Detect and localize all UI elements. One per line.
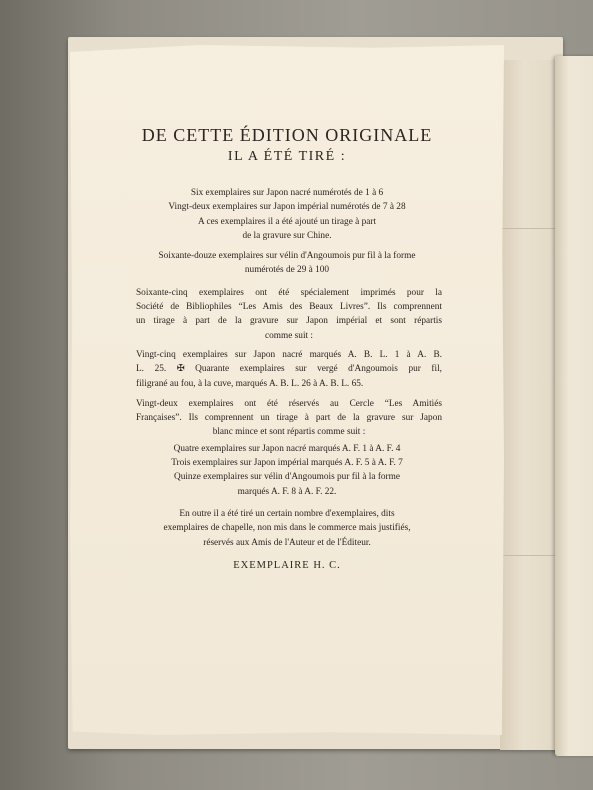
- paragraph-velin: [70, 249, 504, 278]
- paragraph-amis-beaux-livres: [70, 286, 504, 343]
- text-line: Six exemplaires sur Japon nacré numérotés de 1 à 6: [190, 188, 384, 198]
- text-line: réservés aux Amis de l'Auteur et de l'Éditeur.: [203, 537, 371, 548]
- text-line: Françaises”. Ils comprennent un tirage à part de la gravure sur Japon: [136, 413, 442, 424]
- text-line: Soixante-cinq exemplaires ont été spécialement imprimés pour la: [136, 287, 442, 298]
- text-line: Soixante-douze exemplaires sur vélin d'Angoumois pur fil à la forme: [158, 251, 416, 262]
- paragraph-japon: [70, 186, 504, 243]
- copy-designation: EXEMPLAIRE H. C.: [233, 559, 341, 571]
- text-line: filigrané au fou, à la cuve, marqués A. B. L. 26 à A. B. L. 65.: [136, 378, 364, 389]
- adjacent-sheet: [555, 56, 593, 756]
- text-line: Quinze exemplaires sur vélin d'Angoumois pur fil à la forme: [173, 472, 401, 483]
- text-line: A ces exemplaires il a été ajouté un tirage à part: [197, 216, 377, 227]
- paragraph-chapelle: [70, 507, 504, 550]
- text-line: L. 25. ✠ Quarante exemplaires sur vergé d'Angoumois pur fil,: [136, 364, 442, 375]
- folder-flap: [500, 60, 560, 750]
- text-line: exemplaires de chapelle, non mis dans le commerce mais justifiés,: [163, 523, 411, 534]
- text-line: Vingt-deux exemplaires sur Japon impérial numérotés de 7 à 28: [168, 202, 406, 213]
- text-line: Trois exemplaires sur Japon impérial marqués A. F. 5 à A. F. 7: [171, 458, 403, 469]
- paragraph-amities-francaises: [70, 397, 504, 440]
- text-line: En outre il a été tiré un certain nombre d'exemplaires, dits: [179, 508, 395, 519]
- page-subtitle: IL A ÉTÉ TIRÉ :: [227, 149, 347, 164]
- text-line: un tirage à part de la gravure sur Japon impérial et sont répartis: [136, 316, 442, 327]
- text-line: marqués A. F. 8 à A. F. 22.: [237, 486, 337, 497]
- justification-text: [70, 124, 504, 571]
- page-title: DE CETTE ÉDITION ORIGINALE: [141, 125, 433, 145]
- text-line: Société de Bibliophiles “Les Amis des Beaux Livres”. Ils comprennent: [136, 302, 442, 313]
- text-line: de la gravure sur Chine.: [242, 230, 332, 241]
- paragraph-abl-distribution: [70, 348, 504, 391]
- text-line: numérotés de 29 à 100: [244, 265, 330, 276]
- text-line: Vingt-deux exemplaires ont été réservés au Cercle “Les Amitiés: [136, 398, 442, 409]
- text-line: blanc mince et sont répartis comme suit :: [212, 427, 366, 438]
- text-line: comme suit :: [264, 330, 314, 341]
- text-line: Vingt-cinq exemplaires sur Japon nacré marqués A. B. L. 1 à A. B.: [136, 349, 442, 360]
- paragraph-af-distribution: [70, 442, 504, 499]
- text-line: Quatre exemplaires sur Japon nacré marqués A. F. 1 à A. F. 4: [173, 443, 401, 454]
